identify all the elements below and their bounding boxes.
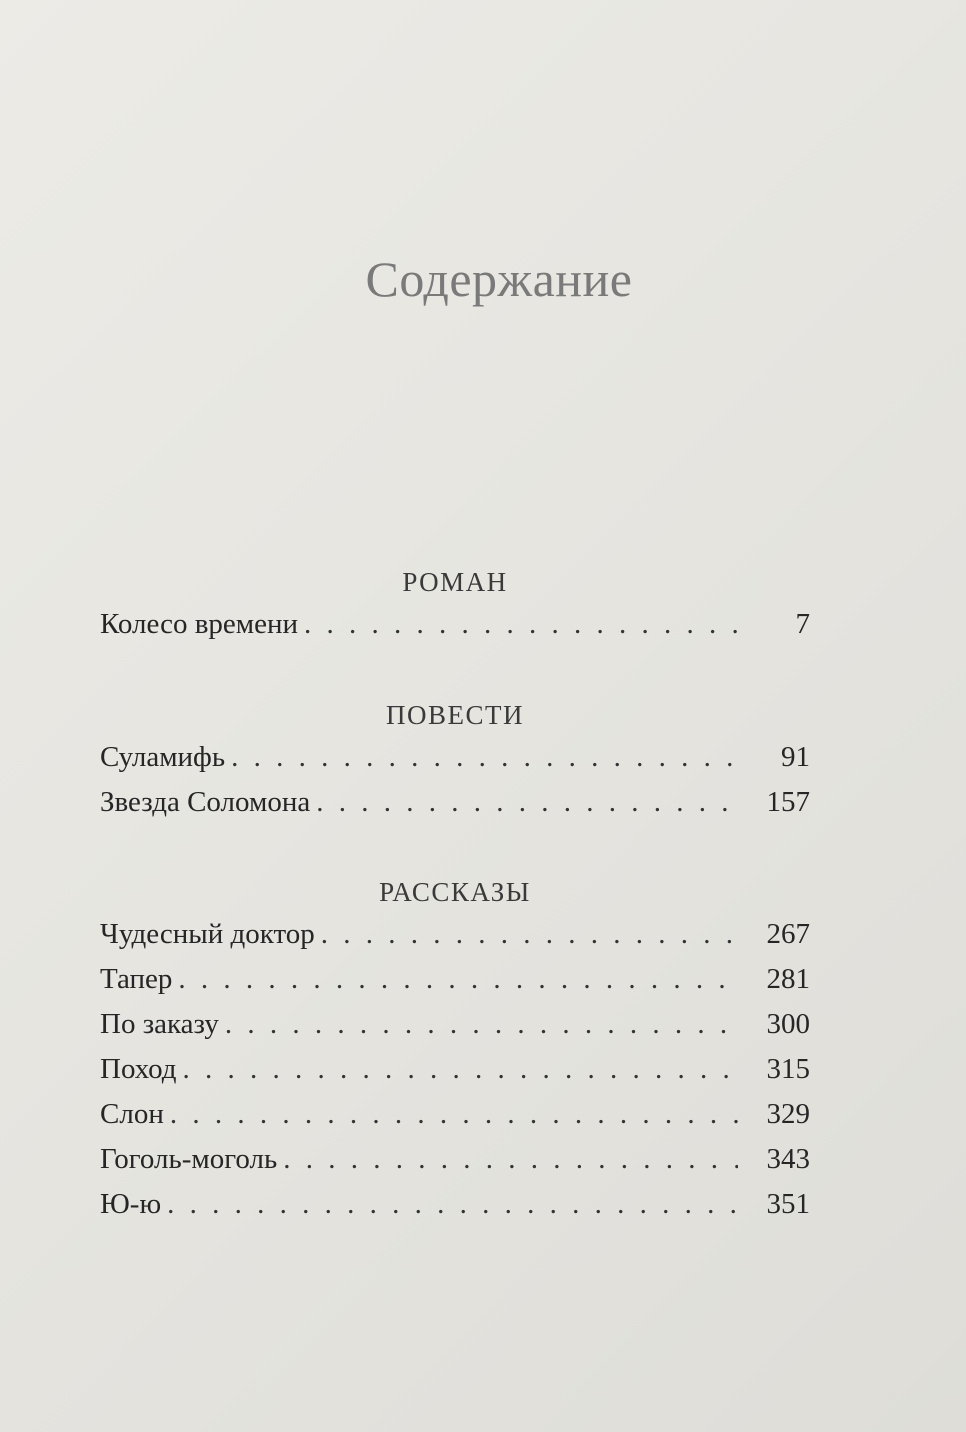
toc-entry[interactable] xyxy=(100,602,810,647)
entry-title: Поход xyxy=(100,1053,177,1085)
dot-leader xyxy=(321,912,738,957)
entry-page-number: 300 xyxy=(766,1008,810,1040)
toc-entry[interactable] xyxy=(100,780,810,825)
entry-page-number: 281 xyxy=(766,963,810,995)
page-title: Содержание xyxy=(365,251,633,307)
toc-section-roman xyxy=(100,562,810,647)
entry-title: Звезда Соломона xyxy=(100,786,311,818)
entry-title: Слон xyxy=(100,1098,164,1130)
dot-leader xyxy=(283,1137,738,1182)
dot-leader xyxy=(178,957,738,1002)
section-heading: РАССКАЗЫ xyxy=(379,877,531,907)
toc-entry[interactable] xyxy=(100,1137,810,1182)
dot-leader xyxy=(170,1092,738,1137)
entry-title: По заказу xyxy=(100,1008,219,1040)
toc-section-povesti xyxy=(100,695,810,825)
dot-leader xyxy=(304,602,738,647)
entry-page-number: 91 xyxy=(781,741,810,773)
entry-title: Чудесный доктор xyxy=(100,918,315,950)
dot-leader xyxy=(225,1002,738,1047)
entry-page-number: 343 xyxy=(766,1143,810,1175)
entry-title: Суламифь xyxy=(100,741,226,773)
section-heading: ПОВЕСТИ xyxy=(386,700,524,730)
entry-title: Колесо времени xyxy=(100,608,299,640)
toc-entry[interactable] xyxy=(100,957,810,1002)
entry-page-number: 157 xyxy=(766,786,810,818)
toc-section-rasskazy xyxy=(100,872,810,1227)
entry-page-number: 267 xyxy=(766,918,810,950)
entry-title: Ю-ю xyxy=(100,1188,162,1220)
entry-title: Гоголь-моголь xyxy=(100,1143,278,1175)
dot-leader xyxy=(167,1182,738,1227)
dot-leader xyxy=(231,735,738,780)
entry-page-number: 351 xyxy=(766,1188,810,1220)
toc-entry[interactable] xyxy=(100,1092,810,1137)
entry-page-number: 315 xyxy=(766,1053,810,1085)
section-heading: РОМАН xyxy=(402,567,508,597)
toc-entry[interactable] xyxy=(100,912,810,957)
entry-page-number: 7 xyxy=(795,608,810,640)
entry-title: Тапер xyxy=(100,963,173,995)
toc-entry[interactable] xyxy=(100,735,810,780)
toc-entry[interactable] xyxy=(100,1182,810,1227)
toc-entry[interactable] xyxy=(100,1002,810,1047)
entry-page-number: 329 xyxy=(766,1098,810,1130)
dot-leader xyxy=(183,1047,738,1092)
dot-leader xyxy=(316,780,738,825)
toc-entry[interactable] xyxy=(100,1047,810,1092)
